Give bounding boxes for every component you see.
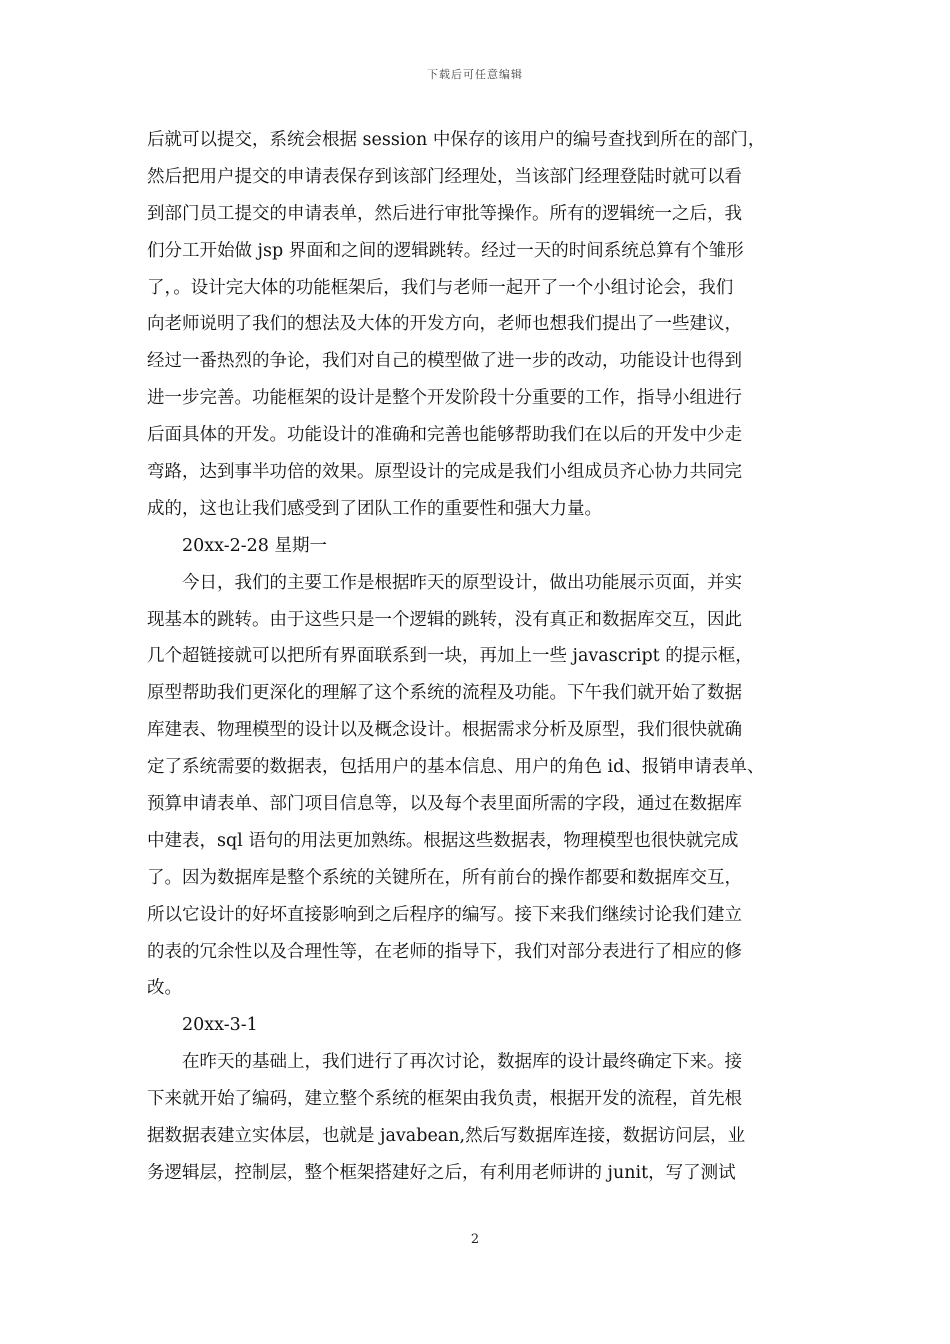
text-line: 据数据表建立实体层，也就是 javabean,然后写数据库连接，数据访问层，业 — [147, 1126, 746, 1147]
date-heading: 20xx-3-1 — [182, 1015, 258, 1036]
text-line: 预算申请表单、部门项目信息等，以及每个表里面所需的字段，通过在数据库 — [147, 794, 742, 815]
page-header: 下载后可任意编辑 — [427, 68, 523, 81]
text-line: 了，。设计完大体的功能框架后，我们与老师一起开了一个小组讨论会，我们 — [147, 277, 734, 298]
text-line: 务逻辑层，控制层，整个框架搭建好之后，有利用老师讲的 junit，写了测试 — [147, 1162, 736, 1183]
text-line: 定了系统需要的数据表，包括用户的基本信息、用户的角色 id、报销申请表单、 — [147, 757, 765, 778]
text-line: 今日，我们的主要工作是根据昨天的原型设计，做出功能展示页面，并实 — [182, 572, 742, 593]
text-line: 成的，这也让我们感受到了团队工作的重要性和强大力量。 — [147, 498, 602, 519]
paragraph — [147, 122, 811, 528]
page-number: 2 — [470, 1232, 480, 1247]
text-line: 后面具体的开发。功能设计的准确和完善也能够帮助我们在以后的开发中少走 — [147, 425, 742, 446]
document-body — [147, 122, 811, 1192]
text-line: 然后把用户提交的申请表保存到该部门经理处，当该部门经理登陆时就可以看 — [147, 166, 742, 187]
text-line: 库建表、物理模型的设计以及概念设计。根据需求分析及原型，我们很快就确 — [147, 720, 742, 741]
text-line: 原型帮助我们更深化的理解了这个系统的流程及功能。下午我们就开始了数据 — [147, 683, 742, 704]
text-line: 后就可以提交，系统会根据 session 中保存的该用户的编号查找到所在的部门， — [147, 130, 766, 150]
text-line: 改。 — [147, 978, 182, 999]
text-line: 到部门员工提交的申请表单，然后进行审批等操作。所有的逻辑统一之后，我 — [147, 203, 742, 224]
text-line: 在昨天的基础上，我们进行了再次讨论，数据库的设计最终确定下来。接 — [182, 1052, 742, 1073]
date-heading: 20xx-2-28 星期一 — [182, 535, 327, 556]
text-line: 经过一番热烈的争论，我们对自己的模型做了进一步的改动，功能设计也得到 — [147, 351, 742, 372]
text-line: 中建表，sql 语句的用法更加熟练。根据这些数据表，物理模型也很快就完成 — [147, 830, 739, 851]
text-line: 下来就开始了编码，建立整个系统的框架由我负责，根据开发的流程，首先根 — [147, 1089, 742, 1110]
text-line: 了。因为数据库是整个系统的关键所在，所有前台的操作都要和数据库交互， — [147, 867, 742, 888]
text-line: 的表的冗余性以及合理性等，在老师的指导下，我们对部分表进行了相应的修 — [147, 941, 742, 962]
text-line: 现基本的跳转。由于这些只是一个逻辑的跳转，没有真正和数据库交互，因此 — [147, 609, 742, 630]
text-line: 几个超链接就可以把所有界面联系到一块，再加上一些 javascript 的提示框， — [147, 646, 753, 667]
text-line: 向老师说明了我们的想法及大体的开发方向，老师也想我们提出了一些建议， — [147, 314, 742, 335]
text-line: 弯路，达到事半功倍的效果。原型设计的完成是我们小组成员齐心协力共同完 — [147, 462, 742, 483]
text-line: 们分工开始做 jsp 界面和之间的逻辑跳转。经过一天的时间系统总算有个雏形 — [147, 240, 744, 261]
paragraph — [147, 565, 811, 1008]
paragraph — [147, 1044, 811, 1192]
text-line: 进一步完善。功能框架的设计是整个开发阶段十分重要的工作，指导小组进行 — [147, 388, 742, 409]
text-line: 所以它设计的好坏直接影响到之后程序的编写。接下来我们继续讨论我们建立 — [147, 904, 742, 925]
